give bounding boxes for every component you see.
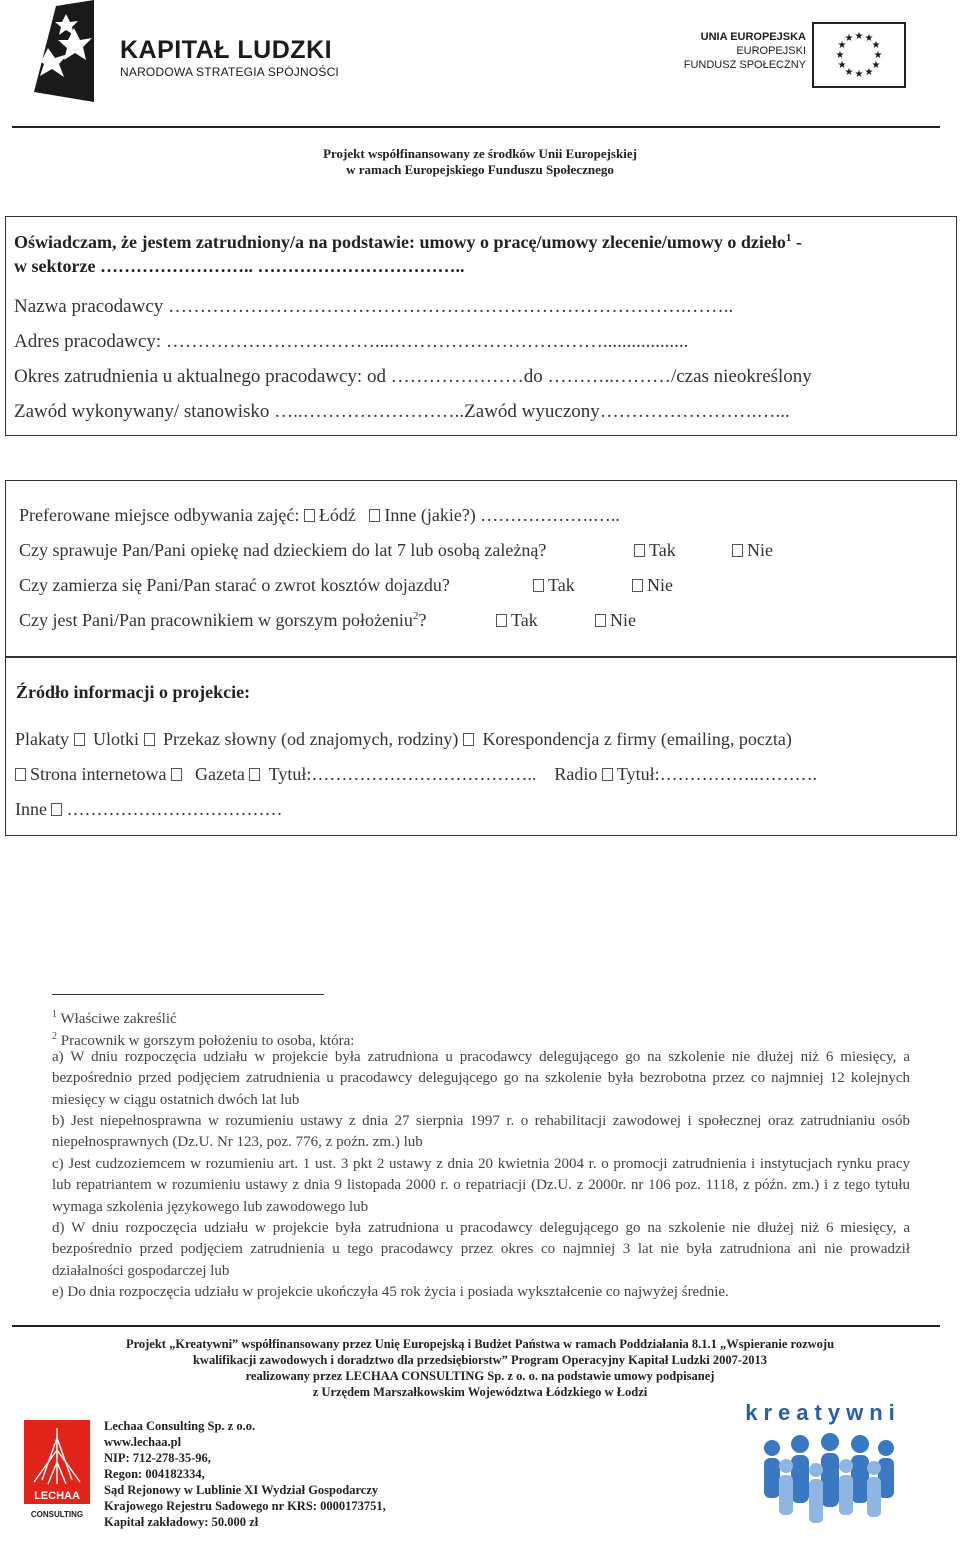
company-line: Sąd Rejonowy w Lublinie XI Wydział Gospodarczy bbox=[104, 1483, 379, 1497]
checkbox-strona[interactable] bbox=[15, 768, 26, 781]
location-lodz-label: Łódź bbox=[318, 505, 356, 525]
source-row-2 bbox=[15, 764, 817, 785]
svg-text:★: ★ bbox=[844, 67, 854, 78]
plakaty-label: Plakaty bbox=[15, 729, 69, 749]
company-line: Regon: 004182334, bbox=[104, 1467, 205, 1481]
company-website-link[interactable]: www.lechaa.pl bbox=[104, 1435, 182, 1449]
section-divider bbox=[5, 656, 957, 658]
inne-label: Inne bbox=[15, 799, 47, 819]
checkbox-care-yes[interactable] bbox=[634, 544, 645, 557]
kreatywni-text: kreatywni bbox=[745, 1400, 901, 1425]
radio-label: Radio bbox=[554, 764, 598, 784]
sector-field[interactable]: w sektorze …………………….. …………………………….. bbox=[14, 256, 465, 276]
source-row-1 bbox=[15, 729, 792, 750]
location-row bbox=[19, 505, 620, 526]
lechaa-logo-icon bbox=[22, 1420, 96, 1522]
travel-no bbox=[632, 575, 673, 596]
footnote-ref-2: 2 bbox=[412, 610, 419, 622]
care-question: Czy sprawuje Pan/Pani opiekę nad dzieckiem do lat 7 lub osobą zależną? bbox=[19, 540, 547, 560]
checkbox-lodz[interactable] bbox=[304, 509, 315, 522]
footnote-item-a: a) W dniu rozpoczęcia udziału w projekcie była zatrudniona u pracodawcy delegującego go na szkolenie nie dłużej niż 6 miesięcy, a bezpośrednio przed podjęciem zatrudnienia u pracodawcy delegującego go na szkolenie była bezrobotna przez co najmniej 12 kolejnych miesięcy w ciągu ostatnich dwóch lat lub bbox=[52, 1049, 910, 1108]
statement-text: Oświadczam, że jestem zatrudniony/a na podstawie: umowy o pracę/umowy zlecenie/umowy o dzieło bbox=[14, 232, 786, 252]
employment-statement bbox=[14, 232, 802, 253]
cofinancing-notice bbox=[0, 146, 960, 178]
company-details bbox=[104, 1418, 386, 1530]
checkbox-inne[interactable] bbox=[51, 803, 62, 816]
disadvantaged-no-label: Nie bbox=[610, 610, 636, 630]
checkbox-travel-no[interactable] bbox=[632, 579, 643, 592]
fn1-num: 1 bbox=[52, 1009, 57, 1020]
eu-line3: FUNDUSZ SPOŁECZNY bbox=[683, 59, 806, 71]
footnote-rule bbox=[52, 994, 324, 995]
disadvantaged-yes-label: Tak bbox=[511, 610, 538, 630]
care-yes-label: Tak bbox=[649, 540, 676, 560]
gazeta-title-field[interactable]: Tytuł:……………………………….. bbox=[268, 764, 537, 784]
lechaa-logo-subtext: CONSULTING bbox=[30, 1510, 84, 1519]
location-label: Preferowane miejsce odbywania zajęć: bbox=[19, 505, 300, 525]
travel-yes-label: Tak bbox=[548, 575, 575, 595]
svg-text:★: ★ bbox=[871, 40, 881, 51]
svg-text:★: ★ bbox=[864, 67, 874, 78]
kl-title: KAPITAŁ LUDZKI bbox=[120, 36, 333, 64]
lechaa-logo-text: LECHAA bbox=[34, 1490, 80, 1502]
svg-text:★: ★ bbox=[837, 60, 847, 71]
travel-no-label: Nie bbox=[647, 575, 673, 595]
header-rule bbox=[12, 126, 940, 128]
project-notice bbox=[60, 1336, 900, 1400]
project-line4: z Urzędem Marszałkowskim Województwa Łódzkiego w Łodzi bbox=[312, 1385, 648, 1399]
disadvantaged-question bbox=[19, 610, 426, 631]
disadvantaged-yes bbox=[496, 610, 538, 631]
statement-dash: - bbox=[791, 232, 802, 252]
svg-text:★: ★ bbox=[864, 33, 874, 44]
source-heading: Źródło informacji o projekcie: bbox=[16, 682, 251, 702]
radio-title-field[interactable]: Tytuł:……………..………. bbox=[616, 764, 818, 784]
checkbox-gazeta[interactable] bbox=[171, 768, 182, 781]
project-line2: kwalifikacji zawodowych i doradztwo dla przedsiębiorstw” Program Operacyjny Kapitał Ludzki 2007-2013 bbox=[192, 1353, 768, 1367]
care-no-label: Nie bbox=[747, 540, 773, 560]
footnote-item-c: c) Jest cudzoziemcem w rozumieniu art. 1 ust. 3 pkt 2 ustawy z dnia 20 kwietnia 2004 r. o promocji zatrudnienia i instytucjach rynku pracy lub repatriantem w rozumieniu ustawy z dnia 9 listopada 2000 r. o repatriacji (Dz.U. z 2000r. nr 106 poz. 1118, z późn. zm.) i z tego tytułu wymaga szkolenia językowego lub zawodowego lub bbox=[52, 1156, 910, 1215]
eu-line2: EUROPEJSKI bbox=[736, 45, 806, 57]
cofin-line1: Projekt współfinansowany ze środków Unii Europejskiej bbox=[323, 146, 637, 161]
checkbox-disadvantaged-no[interactable] bbox=[595, 614, 606, 627]
checkbox-ulotki[interactable] bbox=[144, 733, 155, 746]
employer-address-field[interactable]: Adres pracodawcy: ……………………………....…………………………….................. bbox=[14, 331, 689, 352]
project-line1: Projekt „Kreatywni” współfinansowany przez Unię Europejską i Budżet Państwa w ramach Poddziałania 8.1.1 „Wspieranie rozwoju bbox=[125, 1337, 835, 1351]
eu-text-block bbox=[676, 30, 806, 72]
svg-text:★: ★ bbox=[837, 40, 847, 51]
inne-field[interactable]: ……………………………… bbox=[66, 799, 283, 819]
disadvantaged-text: Czy jest Pani/Pan pracownikiem w gorszym położeniu bbox=[19, 610, 413, 630]
checkbox-plakaty[interactable] bbox=[74, 733, 85, 746]
ulotki-label: Ulotki bbox=[93, 729, 140, 749]
checkbox-przekaz[interactable] bbox=[463, 733, 474, 746]
company-line: Kapitał zakładowy: 50.000 zł bbox=[104, 1515, 259, 1529]
footnote-item-d: d) W dniu rozpoczęcia udziału w projekcie była zatrudniona u pracodawcy delegującego go na szkolenie nie dłużej niż 6 miesięcy, a bezpośrednio przed podjęciem zatrudnienia u tego pracodawcy przez okres co najmniej 3 lat nie była zatrudniona ani nie prowadził działalności gospodarczej lub bbox=[52, 1220, 910, 1279]
svg-text:★: ★ bbox=[835, 50, 845, 61]
footnote-item-b: b) Jest niepełnosprawna w rozumieniu ustawy z dnia 27 sierpnia 1997 r. o rehabilitacji zawodowej i społecznej oraz zatrudnianiu osób niepełnosprawnych (Dz.U. Nr 123, poz. 776, z poźn. zm.) lub bbox=[52, 1113, 910, 1151]
disadvantaged-tail: ? bbox=[418, 610, 427, 630]
checkbox-disadvantaged-yes[interactable] bbox=[496, 614, 507, 627]
care-no bbox=[732, 540, 773, 561]
svg-text:★: ★ bbox=[854, 31, 864, 42]
company-line: Krajowego Rejestru Sadowego nr KRS: 0000173751, bbox=[104, 1499, 386, 1513]
project-line3: realizowany przez LECHAA CONSULTING Sp. z o. o. na podstawie umowy podpisanej bbox=[245, 1369, 715, 1383]
strona-label: Strona internetowa bbox=[30, 764, 167, 784]
eu-line1: UNIA EUROPEJSKA bbox=[700, 31, 806, 43]
lechaa-logo bbox=[22, 1420, 96, 1522]
checkbox-care-no[interactable] bbox=[732, 544, 743, 557]
svg-text:★: ★ bbox=[871, 60, 881, 71]
eu-flag-icon bbox=[812, 22, 906, 88]
employment-period-field[interactable]: Okres zatrudnienia u aktualnego pracodawcy: od …………………do ………..………/czas nieokreślony bbox=[14, 366, 812, 387]
travel-yes bbox=[533, 575, 575, 596]
source-row-3 bbox=[15, 799, 282, 820]
kapital-ludzki-emblem-icon bbox=[28, 0, 128, 106]
checkbox-travel-yes[interactable] bbox=[533, 579, 544, 592]
disadvantaged-no bbox=[595, 610, 636, 631]
svg-text:★: ★ bbox=[854, 69, 864, 80]
kreatywni-logo bbox=[738, 1396, 908, 1536]
footnote-item-e: e) Do dnia rozpoczęcia udziału w projekcie ukończyła 45 rok życia i posiada wykształcenie co najwyżej średnie. bbox=[52, 1284, 729, 1300]
checkbox-other-location[interactable] bbox=[369, 509, 380, 522]
korespondencja-label: Korespondencja z firmy (emailing, poczta) bbox=[482, 729, 792, 749]
checkbox-tytul-gazeta[interactable] bbox=[249, 768, 260, 781]
footer-rule bbox=[12, 1325, 940, 1327]
gazeta-label: Gazeta bbox=[194, 764, 245, 784]
company-line: NIP: 712-278-35-96, bbox=[104, 1451, 211, 1465]
care-yes bbox=[634, 540, 676, 561]
location-other-label[interactable]: Inne (jakie?) ……………….….. bbox=[384, 505, 620, 525]
employer-name-field[interactable]: Nazwa pracodawcy ……………………………………………………………………….…….. bbox=[14, 296, 734, 317]
kl-subtitle: NARODOWA STRATEGIA SPÓJNOŚCI bbox=[120, 65, 339, 79]
occupation-field[interactable]: Zawód wykonywany/ stanowisko …..……………………..Zawód wyuczony…………………….…... bbox=[14, 401, 790, 422]
fn1-text: Właściwe zakreślić bbox=[57, 1011, 177, 1027]
cofin-line2: w ramach Europejskiego Funduszu Społecznego bbox=[346, 162, 614, 177]
travel-question: Czy zamierza się Pani/Pan starać o zwrot kosztów dojazdu? bbox=[19, 575, 450, 595]
footnote-ref-1: 1 bbox=[785, 232, 792, 244]
fn2-num: 2 bbox=[52, 1031, 57, 1042]
checkbox-radio[interactable] bbox=[602, 768, 613, 781]
kreatywni-logo-icon bbox=[738, 1396, 908, 1536]
company-line: Lechaa Consulting Sp. z o.o. bbox=[104, 1419, 256, 1433]
svg-text:★: ★ bbox=[873, 50, 883, 61]
przekaz-label: Przekaz słowny (od znajomych, rodziny) bbox=[163, 729, 459, 749]
svg-text:★: ★ bbox=[844, 33, 854, 44]
fn2-text: Pracownik w gorszym położeniu to osoba, która: bbox=[57, 1033, 355, 1049]
